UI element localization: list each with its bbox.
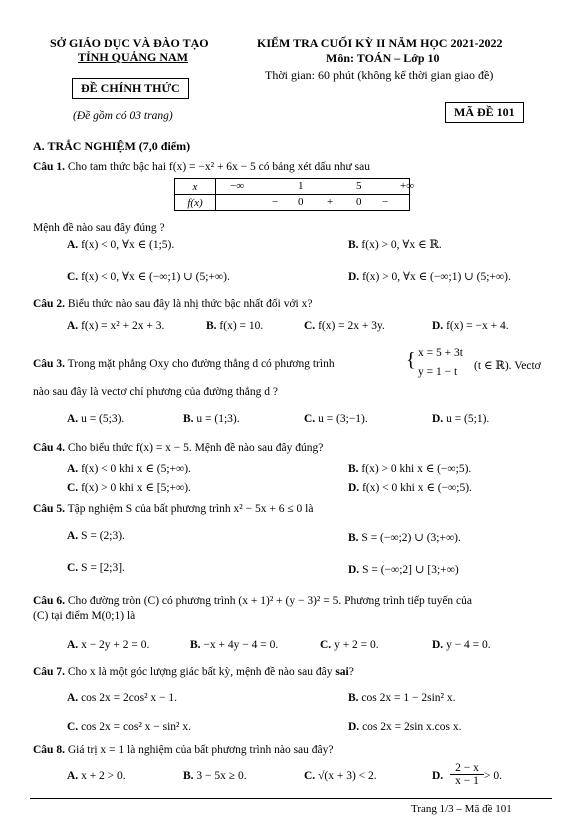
q3-option-b: B. u = (1;3).: [183, 413, 240, 425]
question-8: Câu 8. Giá trị x = 1 là nghiệm của bất phương trình nào sau đây?: [33, 744, 334, 756]
system-brace: {: [406, 349, 416, 371]
sign-zero-2: 0: [356, 196, 362, 208]
fraction-tail: > 0.: [484, 770, 502, 782]
subject-line: Môn: TOÁN – Lớp 10: [326, 51, 440, 65]
emphasis-word: sai: [335, 666, 349, 678]
x-root-5: 5: [356, 180, 362, 192]
page-footer: Trang 1/3 – Mã đề 101: [411, 803, 512, 815]
system-eq-1: x = 5 + 3t: [418, 347, 463, 359]
q3-option-c: C. u = (3;−1).: [304, 413, 368, 425]
q1-option-c: C. f(x) < 0, ∀x ∈ (−∞;1) ∪ (5;+∞).: [67, 271, 230, 283]
sign-zero-1: 0: [298, 196, 304, 208]
question-3: Câu 3. Trong mặt phẳng Oxy cho đường thẳng d có phương trình: [33, 358, 335, 370]
sign-1: −: [272, 196, 279, 208]
q6-option-b: B. −x + 4y − 4 = 0.: [190, 639, 279, 651]
q7-option-a: A. cos 2x = 2cos² x − 1.: [67, 692, 178, 704]
q7-option-b: B. cos 2x = 1 − 2sin² x.: [348, 692, 456, 704]
q2-option-b: B. f(x) = 10.: [206, 320, 264, 332]
q8-option-b: B. 3 − 5x ≥ 0.: [183, 770, 247, 782]
q1-option-a: A. f(x) < 0, ∀x ∈ (1;5).: [67, 239, 175, 251]
q6-option-a: A. x − 2y + 2 = 0.: [67, 639, 150, 651]
param-note: (t ∈ ℝ). Vectơ: [474, 360, 541, 372]
q2-option-c: C. f(x) = 2x + 3y.: [304, 320, 385, 332]
table-head-fx: f(x): [175, 195, 216, 211]
fraction-denominator: x − 1: [455, 775, 479, 787]
official-badge: ĐỀ CHÍNH THỨC: [72, 78, 189, 99]
question-3-cont: nào sau đây là vectơ chỉ phương của đường thẳng d ?: [33, 386, 278, 398]
sign-2: +: [327, 196, 334, 208]
table-row-x: [216, 179, 415, 195]
footer-divider: [30, 798, 552, 799]
q4-option-c: C. f(x) > 0 khi x ∈ [5;+∞).: [67, 482, 191, 494]
x-neg-inf: −∞: [230, 180, 245, 192]
question-1: [33, 160, 370, 174]
table-row-fx: [216, 195, 410, 211]
q5-option-c: C. S = [2;3].: [67, 562, 125, 574]
q3-option-d: D. u = (5;1).: [432, 413, 490, 425]
question-7: Câu 7. Cho x là một góc lượng giác bất kỳ, mệnh đề nào sau đây sai?: [33, 666, 354, 678]
q4-option-b: B. f(x) > 0 khi x ∈ (−∞;5).: [348, 463, 472, 475]
q8-option-d: D.: [432, 770, 444, 782]
q5-option-d: D. S = (−∞;2] ∪ [3;+∞): [348, 564, 459, 576]
question-6: Câu 6. Cho đường tròn (C) có phương trình (x + 1)² + (y − 3)² = 5. Phương trình tiếp tuyến của: [33, 595, 473, 607]
question-prompt: Mệnh đề nào sau đây đúng ?: [33, 222, 165, 234]
system-eq-2: y = 1 − t: [418, 366, 458, 378]
x-root-1: 1: [298, 180, 304, 192]
exam-title: KIỂM TRA CUỐI KỲ II NĂM HỌC 2021-2022: [257, 36, 503, 50]
q4-option-a: A. f(x) < 0 khi x ∈ (5;+∞).: [67, 463, 191, 475]
q7-option-c: C. cos 2x = cos² x − sin² x.: [67, 721, 192, 733]
q2-option-a: A. f(x) = x² + 2x + 3.: [67, 320, 165, 332]
question-6-cont: (C) tại điểm M(0;1) là: [33, 610, 136, 622]
question-2: Câu 2. Biểu thức nào sau đây là nhị thức bậc nhất đối với x?: [33, 298, 313, 310]
q1-option-b: B. f(x) > 0, ∀x ∈ ℝ.: [348, 239, 442, 251]
department-name: SỞ GIÁO DỤC VÀ ĐÀO TẠO: [50, 36, 209, 50]
fraction-numerator: 2 − x: [450, 762, 484, 775]
pages-note: (Đề gồm có 03 trang): [73, 110, 173, 122]
time-line: Thời gian: 60 phút (không kể thời gian giao đề): [265, 68, 494, 82]
q2-option-d: D. f(x) = −x + 4.: [432, 320, 509, 332]
question-5: Câu 5. Tập nghiệm S của bất phương trình x² − 5x + 6 ≤ 0 là: [33, 503, 314, 515]
question-text: Cho tam thức bậc hai f(x) = −x² + 6x − 5 có bảng xét dấu như sau: [67, 161, 370, 173]
q1-option-d: D. f(x) > 0, ∀x ∈ (−∞;1) ∪ (5;+∞).: [348, 271, 511, 283]
province-name: TỈNH QUẢNG NAM: [78, 50, 188, 64]
table-head-x: x: [175, 179, 216, 195]
x-pos-inf: +∞: [400, 180, 415, 192]
q6-option-c: C. y + 2 = 0.: [320, 639, 379, 651]
q5-option-a: A. S = (2;3).: [67, 530, 125, 542]
fraction: [450, 762, 484, 787]
q7-option-d: D. cos 2x = 2sin x.cos x.: [348, 721, 462, 733]
q6-option-d: D. y − 4 = 0.: [432, 639, 491, 651]
q5-option-b: B. S = (−∞;2) ∪ (3;+∞).: [348, 532, 461, 544]
sign-table: [174, 178, 415, 211]
exam-code: MÃ ĐỀ 101: [445, 102, 524, 123]
question-4: Câu 4. Cho biểu thức f(x) = x − 5. Mệnh đề nào sau đây đúng?: [33, 442, 324, 454]
section-title: A. TRẮC NGHIỆM (7,0 điểm): [33, 139, 191, 153]
q8-option-a: A. x + 2 > 0.: [67, 770, 126, 782]
q3-option-a: A. u = (5;3).: [67, 413, 125, 425]
q8-option-c: C. √(x + 3) < 2.: [304, 770, 377, 782]
question-label: Câu 1.: [33, 161, 65, 173]
q4-option-d: D. f(x) < 0 khi x ∈ (−∞;5).: [348, 482, 472, 494]
sign-3: −: [382, 196, 389, 208]
